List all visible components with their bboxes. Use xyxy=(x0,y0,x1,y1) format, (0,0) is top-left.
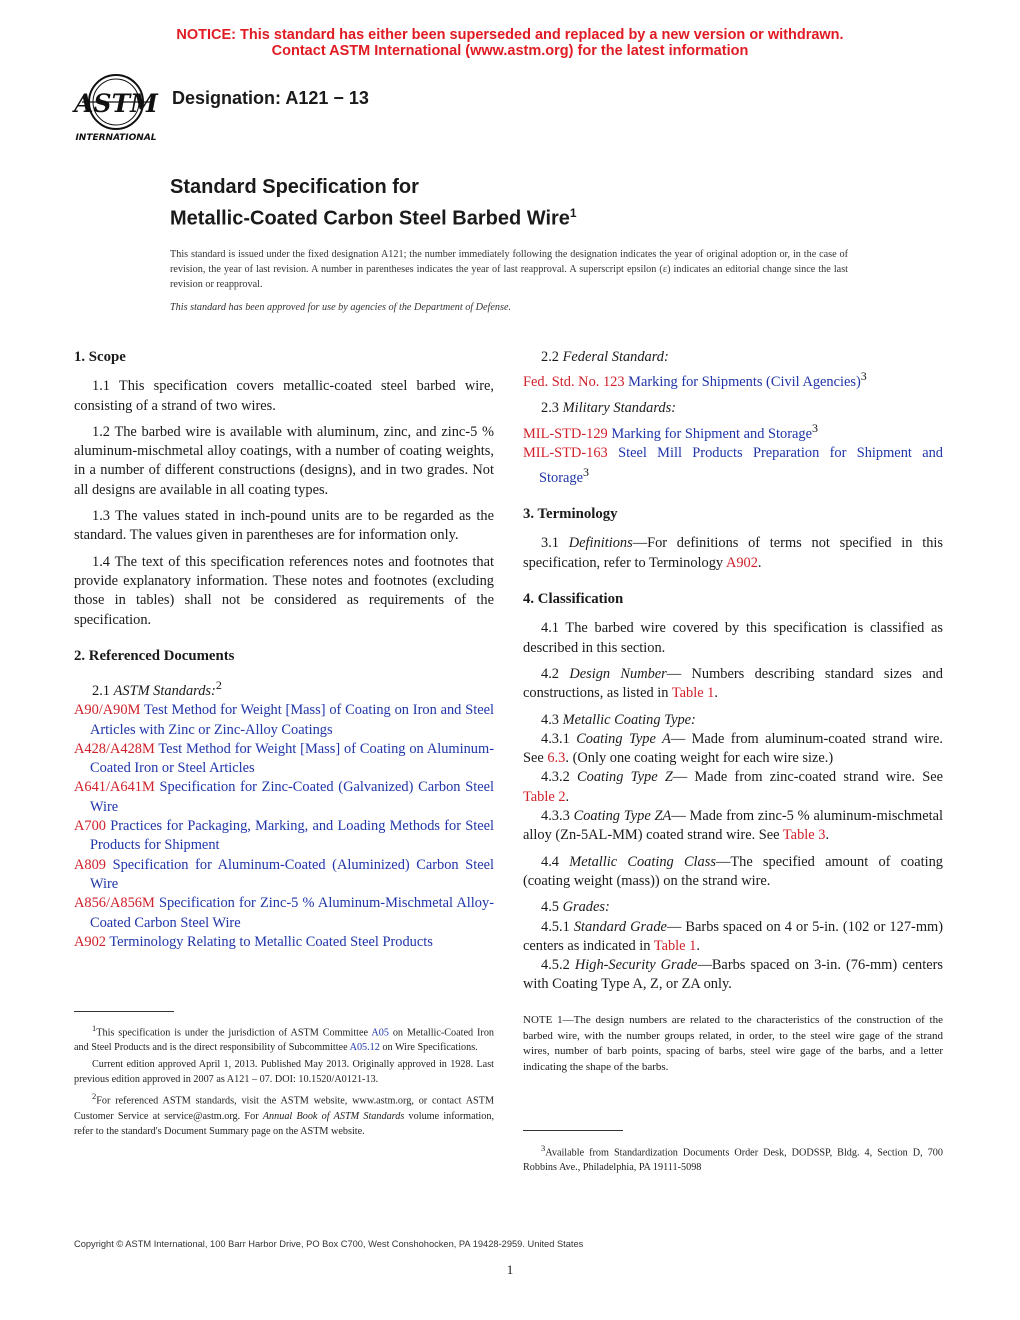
section-terminology-heading: 3. Terminology xyxy=(523,506,618,523)
ref-item[interactable] xyxy=(74,933,494,952)
ref-code[interactable]: A700 xyxy=(74,818,106,835)
withdrawn-notice xyxy=(0,27,1020,59)
ref-title[interactable]: Practices for Packaging, Marking, and Loading Methods for Steel Products for Shipment xyxy=(90,818,494,854)
right-column xyxy=(523,348,943,1002)
para-4-3: 4.3 Metallic Coating Type: xyxy=(541,711,696,728)
ref-item[interactable] xyxy=(74,894,494,933)
section-classification-heading: 4. Classification xyxy=(523,591,624,608)
ref-title[interactable]: Steel Mill Products Preparation for Shipment and Storage xyxy=(539,444,943,486)
footnote-1: $^1$This specification is under the jurisdiction of ASTM Committee A05 on Metallic-Coated Iron and Steel Products and is the direct responsibility of Subcommittee A05.12 on Wire Specifications. xyxy=(74,1023,495,1054)
para-4-3-3: 4.3.3 Coating Type ZA— Made from zinc-5 % aluminum-mischmetal alloy (Zn-5AL-MM) coated strand wire. See Table 3. xyxy=(523,808,943,844)
footnote-3: $^3$Available from Standardization Documents Order Desk, DODSSP, Bldg. 4, Section D, 700 Robbins Ave., Philadelphia, PA 19111-5098 xyxy=(523,1143,943,1174)
ref-code[interactable]: A428/A428M xyxy=(74,740,155,757)
link-6-3[interactable]: 6.3 xyxy=(547,750,566,767)
document-title xyxy=(170,174,577,232)
military-standards-label: 2.3 Military Standards: xyxy=(541,400,676,417)
para-3-1: 3.1 Definitions—For definitions of terms not specified in this specification, refer to Terminology A902. xyxy=(523,535,943,571)
footnote-divider xyxy=(74,1011,174,1012)
logo-subtext: INTERNATIONAL xyxy=(75,133,157,143)
link-a05-12[interactable]: A05.12 xyxy=(349,1042,380,1054)
para-4-3-1: 4.3.1 Coating Type A— Made from aluminum-coated strand wire. See 6.3. (Only one coating weight for each wire size.) xyxy=(523,730,943,767)
ref-title[interactable]: Specification for Zinc-Coated (Galvanized) Carbon Steel Wire xyxy=(90,779,494,815)
ref-item[interactable] xyxy=(74,856,494,895)
para-4-4: 4.4 Metallic Coating Class—The specified amount of coating (coating weight (mass)) on the strand wire. xyxy=(523,853,943,889)
ref-title[interactable]: Specification for Zinc-5 % Aluminum-Mischmetal Alloy-Coated Carbon Steel Wire xyxy=(90,895,494,931)
footnotes-left xyxy=(74,1021,494,1141)
para-1-2: 1.2 The barbed wire is available with aluminum, zinc, and zinc-5 % aluminum-mischmetal alloy coatings, with a number of coating weights, in a number of different constructions (designs), and in two grades. Not all designs are available in all coating types. xyxy=(74,423,494,498)
para-1-4: 1.4 The text of this specification references notes and footnotes that provide explanatory information. These notes and footnotes (excluding those in tables) shall not be considered as requirements of the specification. xyxy=(74,553,494,628)
para-4-2: 4.2 Design Number— Numbers describing standard sizes and constructions, as listed in Table 1. xyxy=(523,665,943,702)
link-a902[interactable]: A902 xyxy=(725,554,758,571)
para-4-5-2: 4.5.2 High-Security Grade—Barbs spaced on 3-in. (76-mm) centers with Coating Type A, Z, or ZA only. xyxy=(523,957,943,993)
footnote-1-edition: Current edition approved April 1, 2013. Published May 2013. Originally approved in 1928. Last previous edition approved in 2007 as A121 – 07. DOI: 10.1520/A0121-13. xyxy=(74,1059,494,1086)
ref-item-military[interactable]: MIL-STD-129 Marking for Shipment and Storage$^3$ xyxy=(523,420,818,442)
link-table-1[interactable]: Table 1 xyxy=(653,937,697,954)
issue-note: This standard is issued under the fixed designation A121; the number immediately following the designation indicates the year of original adoption or, in the case of revision, the year of last revision. A number in parentheses indicates the year of last reapproval. A superscript epsilon (ε) indicates an editorial change since the last revision or reapproval. xyxy=(170,249,848,290)
ref-code[interactable]: A856/A856M xyxy=(74,895,155,912)
notice-line-1: NOTICE: This standard has either been superseded and replaced by a new version or withdrawn. xyxy=(176,27,844,43)
ref-code[interactable]: A641/A641M xyxy=(74,779,155,796)
ref-title[interactable]: Marking for Shipment and Storage xyxy=(611,425,812,442)
page-number: 1 xyxy=(506,1262,514,1277)
copyright: Copyright © ASTM International, 100 Barr Harbor Drive, PO Box C700, West Conshohocken, PA 19428-2959. United States xyxy=(74,1239,584,1249)
link-table-2[interactable]: Table 2 xyxy=(523,788,566,805)
ref-item[interactable] xyxy=(74,778,494,817)
ref-title[interactable]: Terminology Relating to Metallic Coated Steel Products xyxy=(109,933,433,950)
ref-title[interactable]: Test Method for Weight [Mass] of Coating on Aluminum-Coated Iron or Steel Articles xyxy=(90,740,494,777)
ref-item[interactable] xyxy=(74,817,494,856)
designation: Designation: A121 − 13 xyxy=(172,88,369,108)
section-refdocs-heading: 2. Referenced Documents xyxy=(74,647,235,664)
title-line-1: Standard Specification for xyxy=(170,176,419,198)
para-1-1: 1.1 This specification covers metallic-coated steel barbed wire, consisting of a strand of two wires. xyxy=(74,378,494,414)
para-1-3: 1.3 The values stated in inch-pound units are to be regarded as the standard. The values given in parentheses are for information only. xyxy=(74,508,494,544)
ref-item[interactable] xyxy=(74,740,494,779)
para-4-5-1: 4.5.1 Standard Grade— Barbs spaced on 4 or 5-in. (102 or 127-mm) centers as indicated in Table 1. xyxy=(523,918,943,954)
ref-item-federal[interactable]: Fed. Std. No. 123 Marking for Shipments (Civil Agencies)$^3$ xyxy=(523,369,867,391)
ref-code[interactable]: MIL-STD-163 xyxy=(523,444,608,461)
footnotes-right xyxy=(523,1141,943,1175)
link-a05[interactable]: A05 xyxy=(371,1027,389,1039)
federal-standard-label: 2.2 Federal Standard: xyxy=(541,349,669,365)
para-4-5: 4.5 Grades: xyxy=(541,899,610,916)
notice-line-2: Contact ASTM International (www.astm.org) for the latest information xyxy=(271,43,749,59)
dod-approval-note: This standard has been approved for use by agencies of the Department of Defense. xyxy=(170,302,512,313)
ref-code[interactable]: A90/A90M xyxy=(74,702,141,719)
footnote-2: $^2$For referenced ASTM standards, visit the ASTM website, www.astm.org, or contact ASTM Customer Service at service@astm.org. For Annual Book of ASTM Standards volume information, refer to the standard's Document Summary page on the ASTM website. xyxy=(74,1091,494,1137)
footnote-divider xyxy=(523,1130,623,1131)
ref-title[interactable]: Specification for Aluminum-Coated (Aluminized) Carbon Steel Wire xyxy=(90,856,494,892)
ref-code[interactable]: MIL-STD-129 xyxy=(523,425,608,442)
logo-text: ASTM xyxy=(74,89,158,118)
ref-code[interactable]: A809 xyxy=(74,856,106,873)
ref-code[interactable]: A902 xyxy=(74,933,106,950)
title-footnote-mark: 1 xyxy=(569,206,577,220)
link-table-1[interactable]: Table 1 xyxy=(671,685,715,702)
astm-standards-label: 2.1 ASTM Standards:$^2$ xyxy=(92,678,222,699)
ref-code[interactable]: Fed. Std. No. 123 xyxy=(523,374,625,391)
ref-title[interactable]: Marking for Shipments (Civil Agencies) xyxy=(628,374,861,391)
left-column xyxy=(74,348,494,952)
ref-item-military[interactable]: MIL-STD-163 Steel Mill Products Preparation for Shipment and Storage$^3$ xyxy=(523,444,943,486)
ref-title[interactable]: Test Method for Weight [Mass] of Coating on Iron and Steel Articles with Zinc or Zinc-Alloy Coatings xyxy=(90,702,494,738)
ref-item[interactable] xyxy=(74,701,494,740)
para-4-3-2: 4.3.2 Coating Type Z— Made from zinc-coated strand wire. See Table 2. xyxy=(523,769,943,805)
astm-logo xyxy=(72,72,164,144)
para-4-1: 4.1 The barbed wire covered by this specification is classified as described in this section. xyxy=(523,620,943,656)
astm-logo-icon xyxy=(72,72,164,144)
section-scope-heading: 1. Scope xyxy=(74,349,126,365)
title-line-2: Metallic-Coated Carbon Steel Barbed Wire$^1$ xyxy=(170,206,577,230)
link-table-3[interactable]: Table 3 xyxy=(782,827,826,844)
note-1: NOTE 1—The design numbers are related to the characteristics of the construction of the barbed wire, with the number groups related, in order, to the steel wire gage of the strand wires, number of barb points, spacing of barbs, steel wire gage of the barbs, and a letter indicating the shape of the barbs. xyxy=(523,1014,943,1073)
